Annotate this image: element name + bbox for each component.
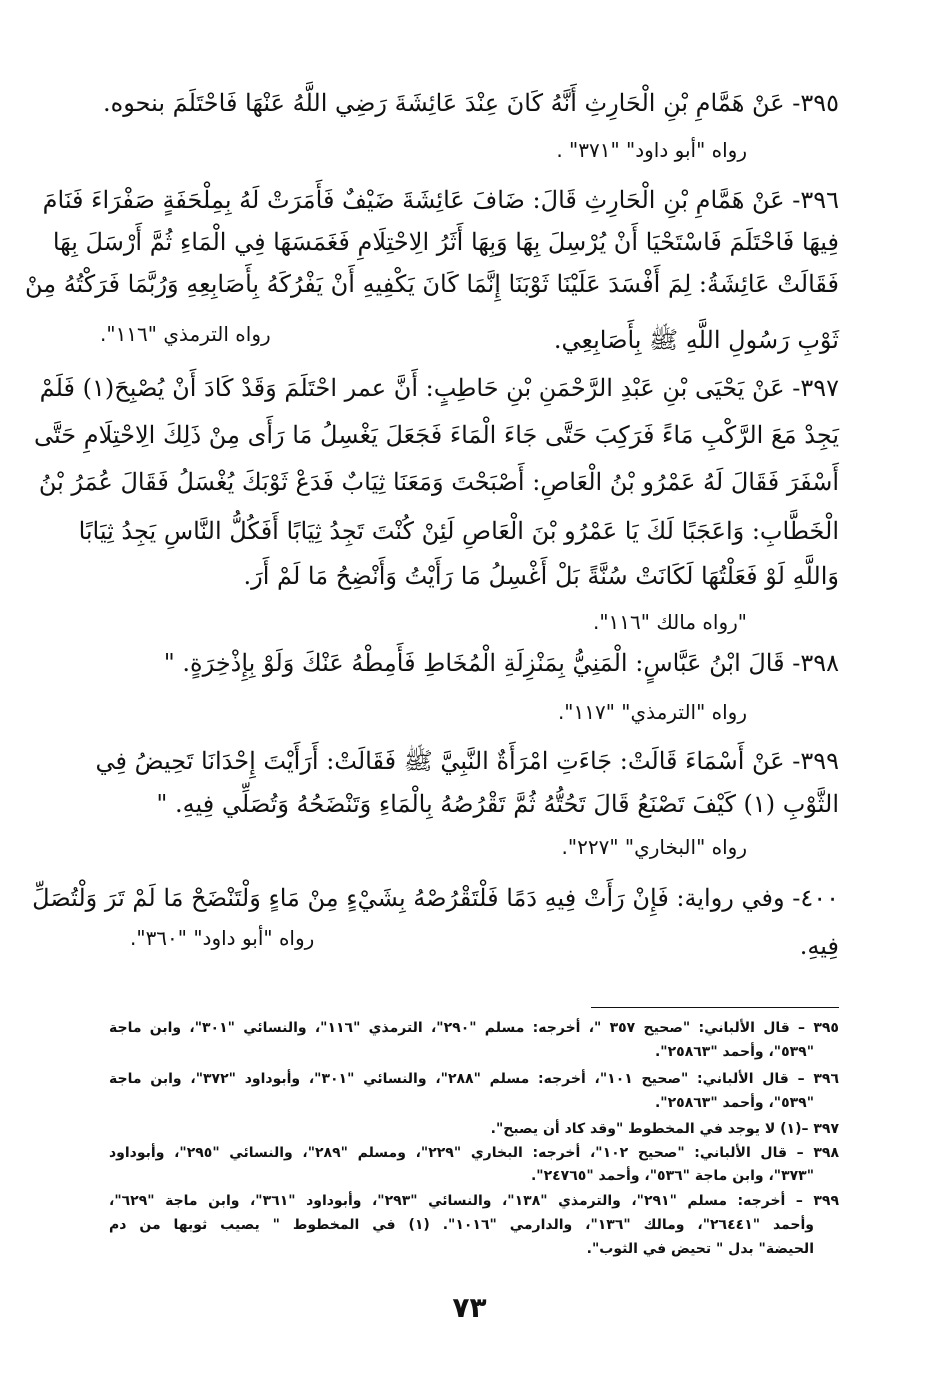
- hadith-397-line-1: ٣٩٧- عَنْ يَحْيَى بْنِ عَبْدِ الرَّحْمَنِ بْنِ حَاطِبٍ: أَنَّ عمر احْتَلَمَ وَقَدْ كَادَ أَنْ يُصْبِحَ(١) فَلَمْ: [39, 374, 839, 402]
- page-number: ٧٣: [452, 1291, 487, 1324]
- hadith-398-source: رواه "الترمذي" "١١٧".: [557, 700, 747, 724]
- footnote-397-line-1: ٣٩٧ –(١) لا يوجد في المخطوط "وقد كاد أن يصبح".: [490, 1121, 839, 1137]
- footnote-398-line-2: "٣٧٣"، وابن ماجة "٥٣٦"، وأحمد "٢٤٧٦٥".: [530, 1168, 814, 1184]
- hadith-396-line-1: ٣٩٦- عَنْ هَمَّامِ بْنِ الْحَارِثِ قَالَ: ضَافَ عَائِشَةَ ضَيْفٌ فَأَمَرَتْ لَهُ بِمِلْحَفَةٍ صَفْرَاءَ فَنَامَ: [42, 186, 839, 214]
- hadith-400-source: رواه "أبو داود" "٣٦٠".: [130, 926, 315, 950]
- hadith-400-line-2: فِيهِ.: [799, 932, 839, 960]
- footnote-separator: [591, 1007, 839, 1008]
- hadith-396-line-4: ثَوْبِ رَسُولِ اللَّهِ ﷺ بِأَصَابِعِي.: [553, 326, 839, 354]
- footnote-395-line-2: "٥٣٩"، وأحمد "٢٥٨٦٣".: [654, 1044, 814, 1060]
- hadith-397-line-4: الْخَطَّابِ: وَاعَجَبًا لَكَ يَا عَمْرُو بْنَ الْعَاصِ لَئِنْ كُنْتَ تَجِدُ ثِيَابًا أَفَكُلُّ النَّاسِ يَجِدُ ثِيَابًا: [78, 517, 839, 545]
- hadith-397-line-2: يَجِدْ مَعَ الرَّكْبِ مَاءً فَرَكِبَ حَتَّى جَاءَ الْمَاءَ فَجَعَلَ يَغْسِلُ مَا رَأَى مِنْ ذَلِكَ الِاحْتِلَامِ حَتَّى: [34, 421, 839, 449]
- hadith-395-line-1: ٣٩٥- عَنْ هَمَّامِ بْنِ الْحَارِثِ أَنَّهُ كَانَ عِنْدَ عَائِشَةَ رَضِي اللَّهُ عَنْهَا فَاحْتَلَمَ بنحوه.: [103, 89, 839, 117]
- hadith-397-line-3: أَسْفَرَ فَقَالَ لَهُ عَمْرُو بْنُ الْعَاصِ: أَصْبَحْتَ وَمَعَنَا ثِيَابٌ فَدَعْ ثَوْبَكَ يُغْسَلُ فَقَالَ عُمَرُ بْنُ: [38, 468, 839, 496]
- footnote-396-line-2: "٥٣٩"، وأحمد "٢٥٨٦٣".: [654, 1095, 814, 1111]
- hadith-399-line-1: ٣٩٩- عَنْ أَسْمَاءَ قَالَتْ: جَاءَتِ امْرَأَةٌ النَّبِيَّ ﷺ فَقَالَتْ: أَرَأَيْتَ إِحْدَانَا تَحِيضُ فِي: [95, 747, 839, 775]
- hadith-400-line-1: ٤٠٠- وفي رواية: فَإِنْ رَأَتْ فِيهِ دَمًا فَلْتَقْرُصْهُ بِشَيْءٍ مِنْ مَاءٍ وَلْتَنْضَحْ مَا لَمْ تَرَ وَلْتُصَلِّ: [32, 884, 839, 912]
- footnote-399-line-2: وأحمد "٢٦٤٤١"، ومالك "١٣٦"، والدارمي "١٠١٦". (١) في المخطوط " يصيب ثوبها من دم: [109, 1217, 815, 1233]
- hadith-396-line-3: فَقَالَتْ عَائِشَةُ: لِمَ أَفْسَدَ عَلَيْنَا ثَوْبَنَا إِنَّمَا كَانَ يَكْفِيهِ أَنْ يَفْرُكَهُ بِأَصَابِعِهِ وَرُبَّمَا فَرَكْتُهُ مِنْ: [24, 270, 839, 298]
- hadith-397-source: "رواه مالك "١١٦".: [592, 610, 747, 634]
- hadith-399-line-2: الثَّوْبِ (١) كَيْفَ تَصْنَعُ قَالَ تَحُتُّهُ ثُمَّ تَقْرُصُهُ بِالْمَاءِ وَتَنْضَحُهُ وَتُصَلِّي فِيهِ. ": [156, 790, 839, 818]
- hadith-396-source: رواه الترمذي "١١٦".: [100, 322, 271, 346]
- hadith-395-source: رواه "أبو داود" "٣٧١" .: [556, 138, 747, 162]
- footnote-399-line-1: ٣٩٩ – أخرجه: مسلم "٢٩١"، والترمذي "١٣٨"، والنسائي "٢٩٣"، وأبوداود "٣٦١"، وابن ماجة "٦٢٩"،: [109, 1193, 840, 1209]
- footnote-399-line-3: الحيضة" بدل " تحيض في الثوب".: [586, 1241, 814, 1257]
- hadith-398-line-1: ٣٩٨- قَالَ ابْنُ عَبَّاسٍ: الْمَنِيُّ بِمَنْزِلَةِ الْمُخَاطِ فَأَمِطْهُ عَنْكَ وَلَوْ بِإِذْخِرَةٍ. ": [163, 649, 839, 677]
- hadith-399-source: رواه "البخاري" "٢٢٧".: [561, 835, 747, 859]
- footnote-395-line-1: ٣٩٥ – قال الألباني: "صحيح ٣٥٧ "، أخرجه: مسلم "٢٩٠"، الترمذي "١١٦"، والنسائي "٣٠١"، وابن ماجة: [109, 1020, 839, 1036]
- hadith-397-line-5: وَاللَّهِ لَوْ فَعَلْتُهَا لَكَانَتْ سُنَّةً بَلْ أَغْسِلُ مَا رَأَيْتُ وَأَنْضِحُ مَا لَمْ أَرَ.: [243, 562, 839, 590]
- footnote-396-line-1: ٣٩٦ – قال الألباني: "صحيح ١٠١"، أخرجه: مسلم "٢٨٨"، والنسائي "٣٠١"، وأبوداود "٣٧٢"، وابن ماجة: [109, 1071, 839, 1087]
- footnote-398-line-1: ٣٩٨ – قال الألباني: "صحيح ١٠٢"، أخرجه: البخاري "٢٢٩"، ومسلم "٢٨٩"، والنسائي "٢٩٥"، وأبوداود: [109, 1145, 839, 1161]
- hadith-396-line-2: فِيهَا فَاحْتَلَمَ فَاسْتَحْيَا أَنْ يُرْسِلَ بِهَا وَبِهَا أَثَرُ الِاحْتِلَامِ فَغَمَسَهَا فِي الْمَاءِ ثُمَّ أَرْسَلَ بِهَا: [52, 228, 839, 256]
